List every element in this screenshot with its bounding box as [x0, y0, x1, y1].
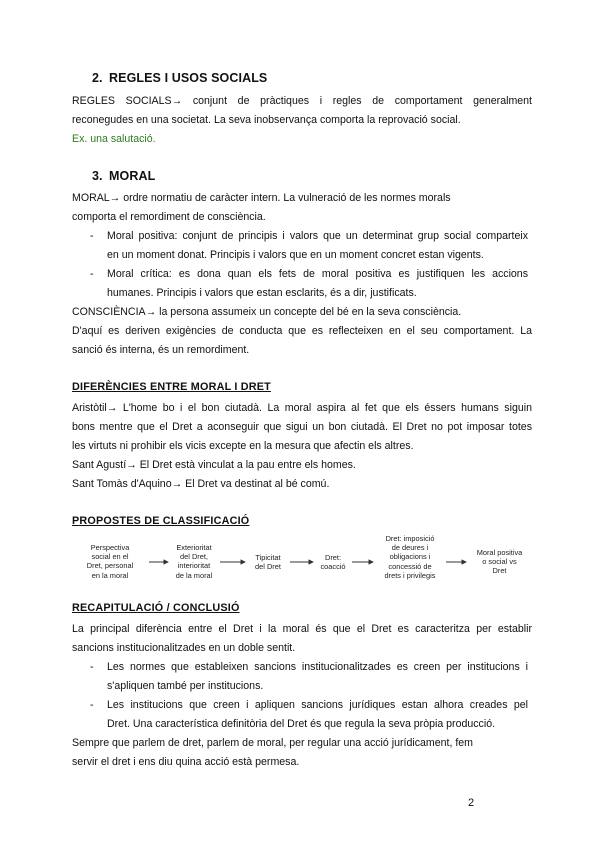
bullet-line: s'apliquen també per institucions. [107, 680, 264, 692]
paragraph-line: reconegudes en una societat. La seva inobservança comporta la reprovació social. [72, 114, 461, 126]
flow-step-label: Moral positiva o social vs Dret [476, 548, 523, 576]
paragraph-line: bons mentre que el Dret a aconseguir que sigui un bon ciutadà. El Dret no pot imposar totes [72, 421, 532, 433]
paragraph-line: Sempre que parlem de dret, parlem de moral, per regular una acció jurídicament, fem [72, 737, 473, 749]
bullet-line: Les normes que estableixen sancions institucionalitzades es creen per institucions i [107, 661, 528, 673]
flow-step [72, 543, 148, 580]
flow-step [467, 548, 532, 576]
bullet-dash: - [90, 661, 94, 673]
classification-flow-diagram [72, 536, 532, 588]
paragraph-line: D'aquí es deriven exigències de conducta que es reflecteixen en el seu comportament. La [72, 325, 532, 337]
bullet-dash: - [90, 699, 94, 711]
bullet-line: Les institucions que creen i apliquen sancions jurídiques estan alhora creades pel [107, 699, 528, 711]
bullet-line: humanes. Principis i valors que estan esclarits, és a dir, justificats. [107, 287, 417, 299]
paragraph-line: Sant Tomàs d'Aquino→ El Dret va destinat al bé comú. [72, 478, 330, 490]
differences-heading: DIFERÈNCIES ENTRE MORAL I DRET [72, 381, 271, 393]
conclusion-heading: RECAPITULACIÓ / CONCLUSIÓ [72, 602, 240, 614]
paragraph-line: CONSCIÈNCIA→ la persona assumeix un concepte del bé en la seva consciència. [72, 306, 462, 318]
proposals-heading: PROPOSTES DE CLASSIFICACIÓ [72, 515, 250, 527]
section-2-number: 2. [92, 71, 103, 85]
page-number: 2 [468, 797, 475, 809]
paragraph-line: les virtuts ni prohibir els vicis excepte en la mesura que afectin els altres. [72, 440, 414, 452]
bullet-line: en un moment donat. Principis i valors que en un moment concret estan vigents. [107, 249, 484, 261]
paragraph-line: sanció és interna, és un remordiment. [72, 344, 250, 356]
flow-step [169, 543, 219, 580]
section-2-heading [92, 71, 267, 85]
bullet-line: Moral crítica: es dona quan els fets de moral positiva es justifiquen les accions [107, 268, 528, 280]
section-3-title: MORAL [109, 169, 156, 183]
flow-step-label: Tipicitat del Dret [255, 553, 281, 572]
flow-step-label: Dret: imposició de deures i obligacions i concessió de drets i privilegis [384, 534, 436, 580]
flow-step-label: Dret: coacció [320, 553, 346, 572]
flow-step [314, 553, 352, 571]
paragraph-line: servir el dret i ens diu quina acció està permesa. [72, 756, 300, 768]
paragraph-line: Sant Agustí→ El Dret està vinculat a la pau entre els homes. [72, 459, 356, 471]
bullet-dash: - [90, 230, 94, 242]
section-3-number: 3. [92, 169, 103, 183]
paragraph-line: comporta el remordiment de consciència. [72, 211, 266, 223]
section-3-heading [92, 169, 155, 183]
paragraph-line: Aristòtil→ L'home bo i el bon ciutadà. La moral aspira al fet que els éssers humans siguin [72, 402, 532, 414]
paragraph-line: MORAL→ ordre normatiu de caràcter intern. La vulneració de les normes morals [72, 192, 451, 204]
section-2-title: REGLES I USOS SOCIALS [109, 71, 268, 85]
bullet-dash: - [90, 268, 94, 280]
flow-step [246, 553, 290, 571]
bullet-line: Moral positiva: conjunt de principis i valors que un determinat grup social comparteix [107, 230, 528, 242]
paragraph-line: REGLES SOCIALS→ conjunt de pràctiques i regles de comportament generalment [72, 95, 532, 107]
paragraph-line: La principal diferència entre el Dret i la moral és que el Dret es caracteritza per establir [72, 623, 532, 635]
paragraph-line: sancions institucionalitzades en un doble sentit. [72, 642, 296, 654]
flow-step [374, 534, 446, 580]
flow-step-label: Exterioritat del Dret, interioritat de la moral [175, 543, 213, 580]
bullet-line: Dret. Una característica definitòria del Dret és que regula la seva pròpia producció. [107, 718, 496, 730]
flow-step-label: Perspectiva social en el Dret, personal en la moral [86, 543, 134, 580]
example-line: Ex. una salutació. [72, 133, 156, 145]
